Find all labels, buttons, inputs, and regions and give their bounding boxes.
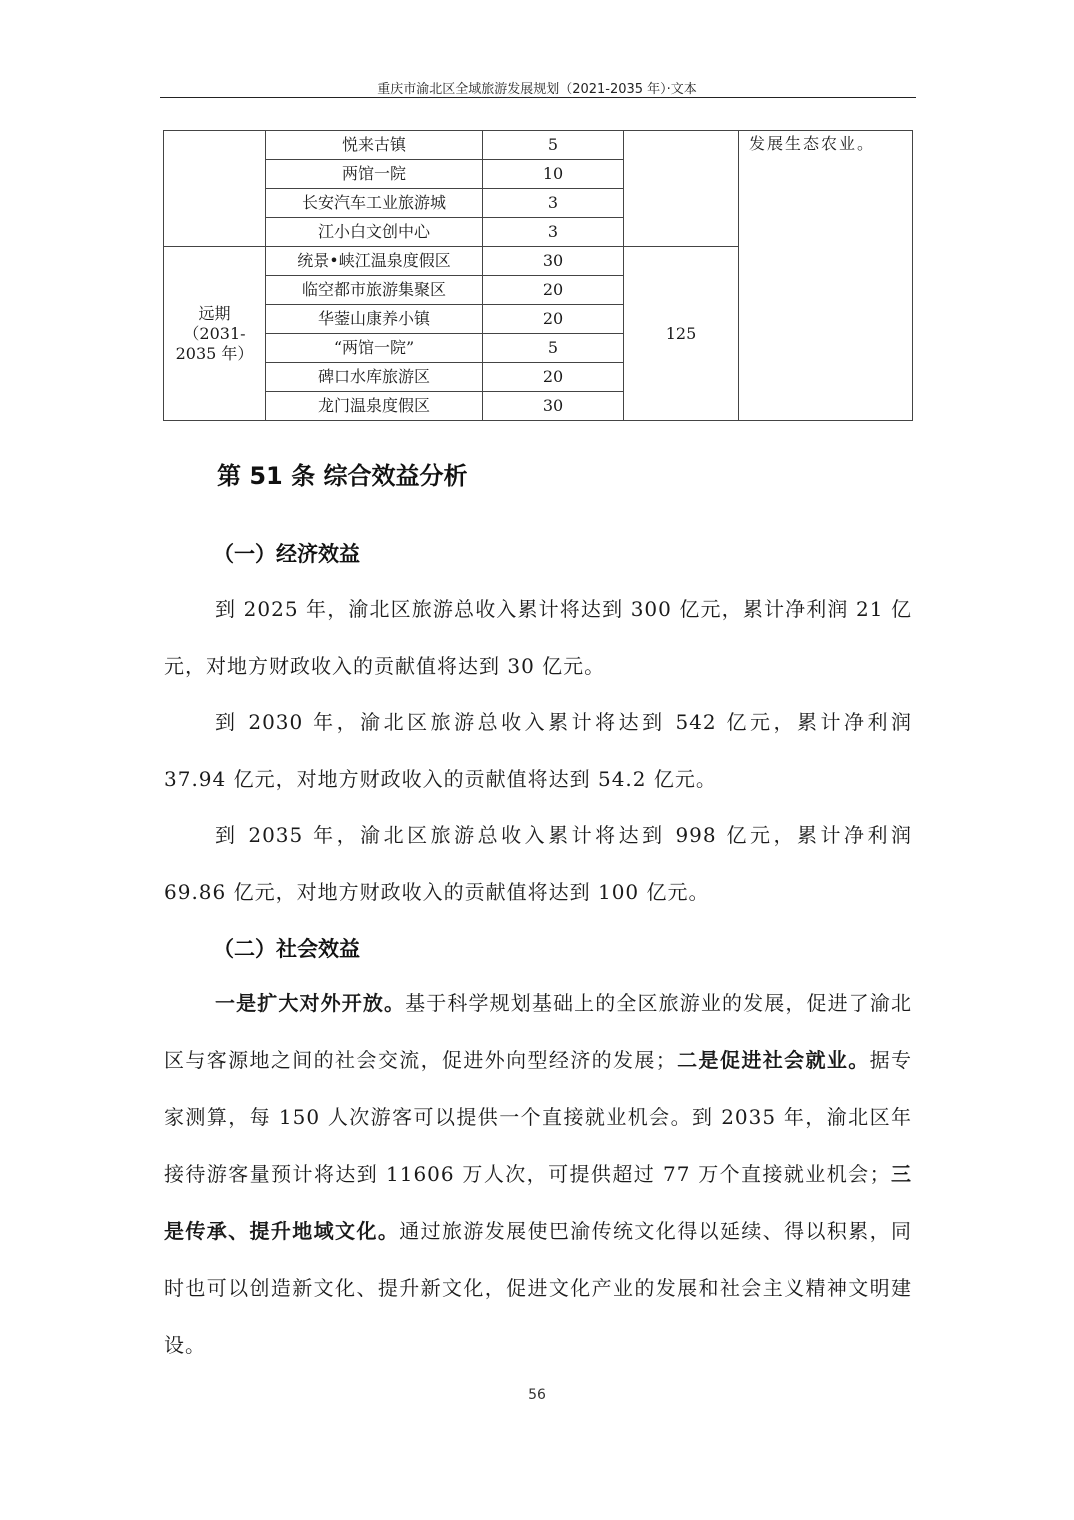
phase-label: 远期 bbox=[198, 303, 231, 323]
total-cell-empty bbox=[624, 131, 739, 247]
phase-years-start: （2031- bbox=[183, 323, 246, 343]
project-name-cell: 江小白文创中心 bbox=[266, 218, 483, 247]
bold-point-3: 三是传承、提升地域文化。 bbox=[164, 1162, 912, 1243]
project-name-cell: 碑口水库旅游区 bbox=[266, 363, 483, 392]
running-header: 重庆市渝北区全域旅游发展规划（2021-2035 年）·文本 bbox=[377, 82, 697, 97]
project-value-cell: 30 bbox=[483, 247, 624, 276]
note-cell: 发展生态农业。 bbox=[739, 131, 913, 421]
project-name-cell: “两馆一院” bbox=[266, 334, 483, 363]
project-value-cell: 10 bbox=[483, 160, 624, 189]
project-name-cell: 龙门温泉度假区 bbox=[266, 392, 483, 421]
project-value-cell: 5 bbox=[483, 334, 624, 363]
page-number: 56 bbox=[528, 1387, 546, 1403]
point-1-text: 基于科学规划基础上的全区旅游业的发展，促进了渝北区与客源地之间的社会交流，促进外向型经济的发展； bbox=[164, 991, 912, 1072]
project-value-cell: 5 bbox=[483, 131, 624, 160]
phase-years-end: 2035 年） bbox=[175, 343, 254, 363]
economic-paragraph-2030: 到 2030 年，渝北区旅游总收入累计将达到 542 亿元，累计净利润 37.94 亿元，对地方财政收入的贡献值将达到 54.2 亿元。 bbox=[164, 710, 912, 791]
phase-cell-empty bbox=[164, 131, 266, 247]
project-name-cell: 长安汽车工业旅游城 bbox=[266, 189, 483, 218]
project-value-cell: 20 bbox=[483, 276, 624, 305]
point-3-text: 通过旅游发展使巴渝传统文化得以延续、得以积累，同时也可以创造新文化、提升新文化，促进文化产业的发展和社会主义精神文明建设。 bbox=[164, 1219, 913, 1357]
economic-paragraph-2035: 到 2035 年，渝北区旅游总收入累计将达到 998 亿元，累计净利润 69.86 亿元，对地方财政收入的贡献值将达到 100 亿元。 bbox=[164, 823, 912, 904]
bold-point-2: 二是促进社会就业。 bbox=[676, 1048, 870, 1072]
phase-cell-far bbox=[164, 247, 266, 421]
social-heading: （二）社会效益 bbox=[213, 936, 360, 961]
project-value-cell: 3 bbox=[483, 218, 624, 247]
social-paragraph bbox=[164, 975, 912, 1374]
point-2-text: 据专家测算，每 150 人次游客可以提供一个直接就业机会。到 2035 年，渝北区年接待游客量预计将达到 11606 万人次，可提供超过 77 万个直接就业机会； bbox=[164, 1048, 913, 1186]
project-value-cell: 20 bbox=[483, 363, 624, 392]
project-value-cell: 3 bbox=[483, 189, 624, 218]
economic-heading: （一）经济效益 bbox=[213, 541, 360, 566]
table-row bbox=[164, 131, 913, 160]
project-value-cell: 20 bbox=[483, 305, 624, 334]
project-name-cell: 悦来古镇 bbox=[266, 131, 483, 160]
project-name-cell: 统景•峡江温泉度假区 bbox=[266, 247, 483, 276]
total-cell: 125 bbox=[624, 247, 739, 421]
bold-point-1: 一是扩大对外开放。 bbox=[215, 991, 406, 1015]
project-investment-table bbox=[163, 130, 913, 421]
project-value-cell: 30 bbox=[483, 392, 624, 421]
economic-paragraph-2025: 到 2025 年，渝北区旅游总收入累计将达到 300 亿元，累计净利润 21 亿元，对地方财政收入的贡献值将达到 30 亿元。 bbox=[164, 597, 912, 678]
project-name-cell: 临空都市旅游集聚区 bbox=[266, 276, 483, 305]
project-name-cell: 华蓥山康养小镇 bbox=[266, 305, 483, 334]
project-name-cell: 两馆一院 bbox=[266, 160, 483, 189]
header-rule bbox=[160, 97, 916, 98]
section-title: 第 51 条 综合效益分析 bbox=[217, 462, 468, 490]
